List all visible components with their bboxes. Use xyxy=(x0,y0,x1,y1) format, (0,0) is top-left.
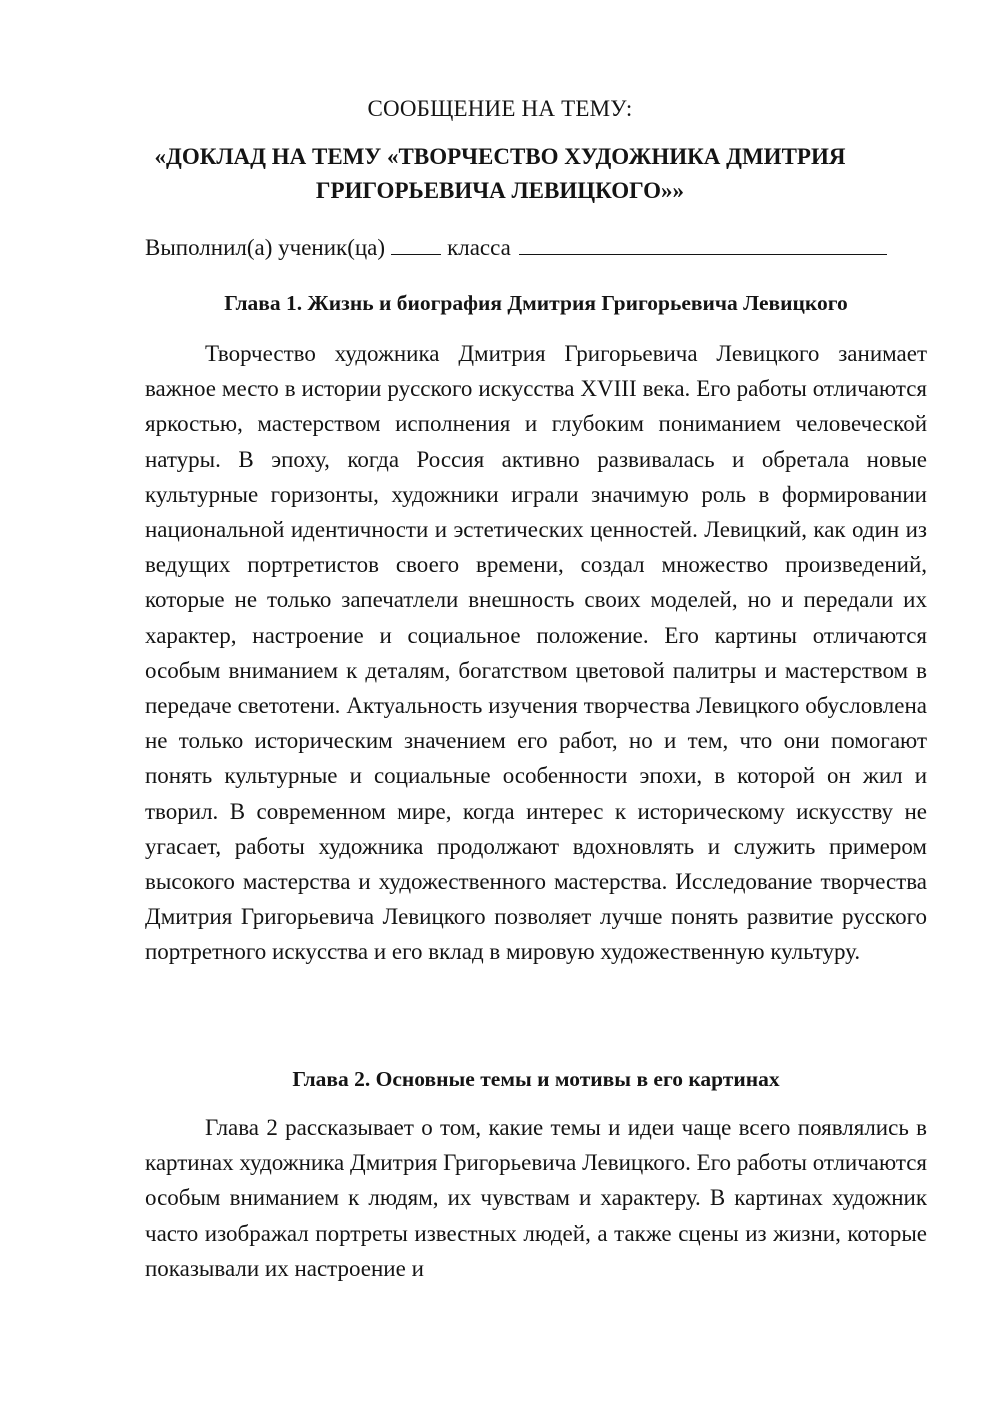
class-number-blank xyxy=(391,232,441,255)
author-line xyxy=(145,232,935,263)
document-title: «ДОКЛАД НА ТЕМУ «ТВОРЧЕСТВО ХУДОЖНИКА ДМИТРИЯ ГРИГОРЬЕВИЧА ЛЕВИЦКОГО»» xyxy=(154,144,846,203)
student-name-blank xyxy=(519,232,887,255)
chapter-1-heading: Глава 1. Жизнь и биография Дмитрия Григорьевича Левицкого xyxy=(224,291,848,315)
author-prefix: Выполнил(а) ученик(ца) xyxy=(145,235,386,260)
header-topic: СООБЩЕНИЕ НА ТЕМУ: xyxy=(367,96,633,121)
chapter-1-paragraph: Творчество художника Дмитрия Григорьевича Левицкого занимает важное место в истории русского искусства XVIII века. Его работы отличаются яркостью, мастерством исполнения и глубоким пониманием человеческой натуры. В эпоху, когда Россия активно развивалась и обретала новые культурные горизонты, художники играли значимую роль в формировании национальной идентичности и эстетических ценностей. Левицкий, как один из ведущих портретистов своего времени, создал множество произведений, которые не только запечатлели внешность своих моделей, но и передали их характер, настроение и социальное положение. Его картины отличаются особым вниманием к деталям, богатством цветовой палитры и мастерством в передаче светотени. Актуальность изучения творчества Левицкого обусловлена не только историческим значением его работ, но и тем, что они помогают понять культурные и социальные особенности эпохи, в которой он жил и творил. В современном мире, когда интерес к историческому искусству не угасает, работы художника продолжают вдохновлять и служить примером высокого мастерства и художественного мастерства. Исследование творчества Дмитрия Григорьевича Левицкого позволяет лучше понять развитие русского портретного искусства и его вклад в мировую художественную культуру. xyxy=(145,341,927,965)
chapter-2-heading: Глава 2. Основные темы и мотивы в его картинах xyxy=(292,1067,780,1091)
chapter-2-paragraph: Глава 2 рассказывает о том, какие темы и идеи чаще всего появлялись в картинах художника Дмитрия Григорьевича Левицкого. Его работы отличаются особым вниманием к людям, их чувствам и характеру. В картинах художник часто изображал портреты известных людей, а также сцены из жизни, которые показывали их настроение и xyxy=(145,1115,927,1281)
author-class-label: класса xyxy=(447,235,511,260)
